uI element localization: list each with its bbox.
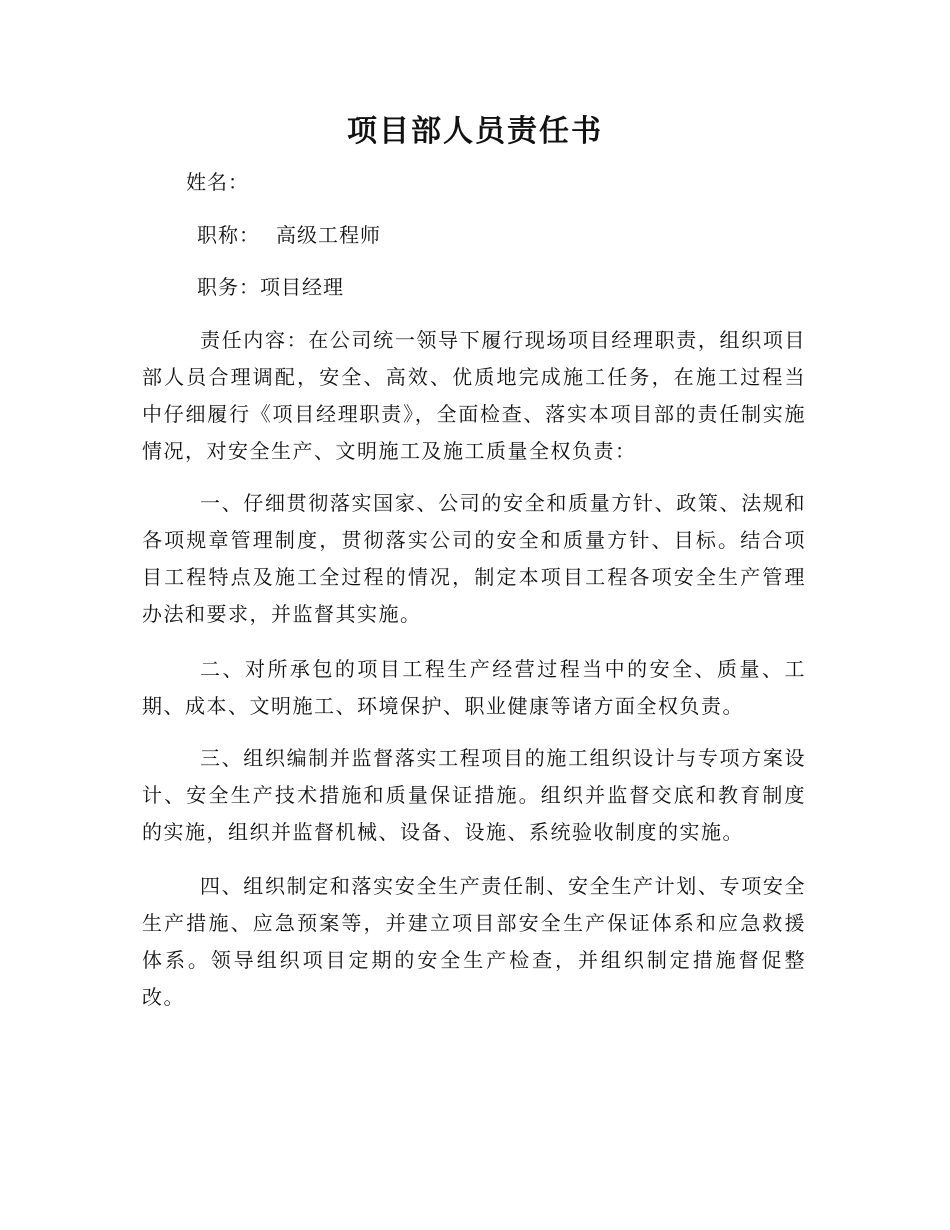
name-label: 姓名： (186, 170, 249, 194)
clause-2-paragraph: 二、对所承包的项目工程生产经营过程当中的安全、质量、工期、成本、文明施工、环境保护、职业健康等诸方面全权负责。 (142, 657, 806, 718)
clause-1-paragraph: 一、仔细贯彻落实国家、公司的安全和质量方针、政策、法规和各项规章管理制度，贯彻落实公司的安全和质量方针、目标。结合项目工程特点及施工全过程的情况，制定本项目工程各项安全生产管理办法和要求，并监督其实施。 (142, 491, 806, 626)
duty-field (197, 273, 344, 301)
name-field (186, 168, 249, 196)
clause-3-paragraph: 三、组织编制并监督落实工程项目的施工组织设计与专项方案设计、安全生产技术措施和质量保证措施。组织并监督交底和教育制度的实施，组织并监督机械、设备、设施、系统验收制度的实施。 (142, 746, 806, 844)
position-value: 高级工程师 (276, 223, 381, 247)
position-label: 职称： (197, 223, 260, 247)
duty-label: 职务： (197, 275, 260, 299)
position-field (197, 221, 381, 249)
duty-value: 项目经理 (260, 275, 344, 299)
document-title: 项目部人员责任书 (347, 114, 603, 149)
responsibility-paragraph: 责任内容：在公司统一领导下履行现场项目经理职责，组织项目部人员合理调配，安全、高效、优质地完成施工任务，在施工过程当中仔细履行《项目经理职责》，全面检查、落实本项目部的责任制实施情况，对安全生产、文明施工及施工质量全权负责： (142, 328, 806, 463)
clause-4-paragraph: 四、组织制定和落实安全生产责任制、安全生产计划、专项安全生产措施、应急预案等，并建立项目部安全生产保证体系和应急救援体系。领导组织项目定期的安全生产检查，并组织制定措施督促整改。 (142, 874, 806, 1009)
